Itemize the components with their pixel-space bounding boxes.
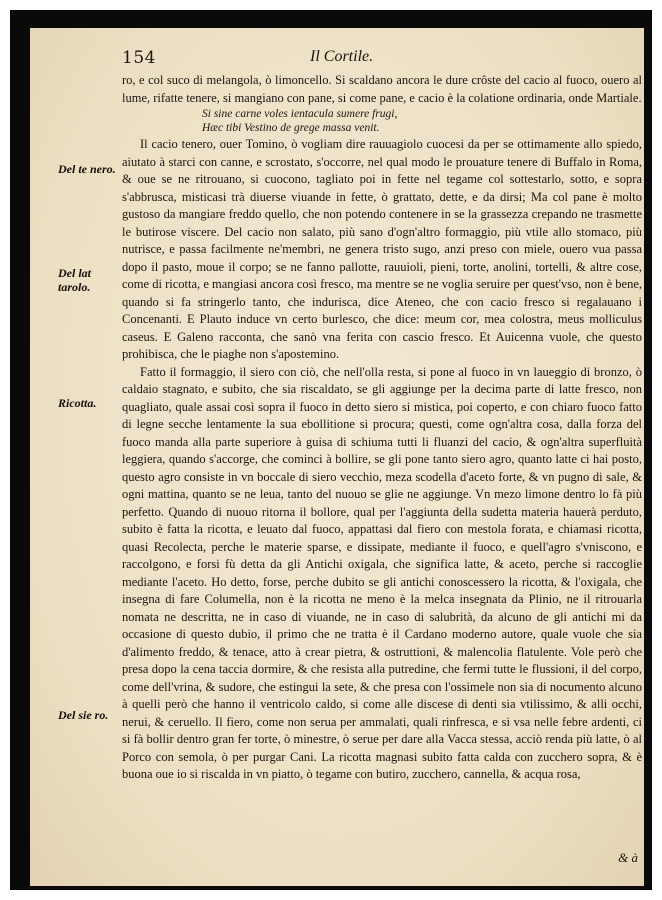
margin-note-tenero: Del te nero. bbox=[58, 162, 116, 176]
verse-quote bbox=[122, 107, 642, 135]
verse-line-2: Hæc tibi Vestino de grege massa venit. bbox=[202, 122, 380, 134]
scan-border bbox=[10, 10, 652, 890]
page-number: 154 bbox=[122, 48, 156, 68]
page-header bbox=[30, 48, 644, 72]
body-text bbox=[122, 72, 642, 784]
verse-line-1: Si sine carne voles ientacula sumere frugi, bbox=[202, 108, 398, 120]
book-page bbox=[30, 28, 644, 886]
paragraph-2: Il cacio tenero, ouer Tomino, ò vogliam dire rauuagiolo cuocesi da per se ottimamente allo spiedo, aiutato à starci con canne, e scrostato, s'occorre, nel qual modo le prouature tenere di Buffalo in Roma, & oue se ne ritrouano, si cuocono, tagliato poi in fette nel tegame col sottestarlo, sotto, e sopra s'abbrusca, misticasi trà diuerse viuande in fette, ò grattato, dette, e da dirsi; Ma col pane è molto gustoso da mangiare freddo quello, che non potendo contenere in se la grassezza crepando ne trasmette le butirose viscere. Del cacio non salato, più sano d'ogn'altro formaggio, più vtile allo stomaco, più nutrisce, e passa facilmente ne'membri, ne genera tristo sugo, anzi preso con miele, ouero vua passa dopo il pasto, moue il corpo; se ne fanno pallotte, rauuioli, pieni, torte, anolini, tortelli, & altre cose, come di ricotta, e mangiasi ancora così fresco, ma mentre se ne voglia seruire per quest'vso, non è bene, quando si fa stringerlo tanto, che indurisca, dice Ateneo, che con cacio fresco si regalauano i Concenanti. E Plauto induce vn certo burlesco, che dice: meum cor, mea colostra, meus molliculus caseus. E Galeno racconta, che sanò vna ferita con cascio fresco. Et Auicenna vuole, che questo prohibisca, che le piaghe non s'apostemino. bbox=[122, 137, 642, 361]
running-title: Il Cortile. bbox=[310, 48, 374, 65]
paragraph-1: ro, e col suco di melangola, ò limoncello. Si scaldano ancora le dure crôste del cacio al fuoco, ouero al lume, rifatte tenere, si mangiano con pane, si come pane, e cacio è la colatione ordinaria, onde Martiale. bbox=[122, 73, 642, 105]
margin-note-siero: Del sie ro. bbox=[58, 708, 109, 722]
paragraph-3: Fatto il formaggio, il siero con ciò, che nell'olla resta, si pone al fuoco in vn laueggio di bronzo, ò caldaio stagnato, e subito, che sia riscaldato, se gli aggiunge per la decima parte di latte fresco, non quagliato, quale assai così sopra il fuoco in detto siero si mistica, poi coperto, e con chiaro fuoco fatto di legne secche lentamente la sua ebollitione si procura; questi, come ogn'altra cosa, dalla forza del fuoco manda alla parte superiore à guisa di schiuma tutti li fluanzi del cacio, & ogn'altra superfluità leggiera, quando s'accorge, che cominci à bollire, se gli pone tanto siero agro, quanto latte ci hai posto, questo agro consiste in vn boccale di siero vecchio, meza scodella d'aceto forte, & vn pugno di sale, & ogni mattina, quanto se ne leua, tanto del nuouo se glie ne aggiunge. Vn mezo limone dentro lo fà più perfetto. Quando di nuouo ritorna il bollore, qual per l'aggiunta della sudetta materia hauerà perduto, subito è fatta la ricotta, e leuato dal fuoco, appattasi dal fiero con mestola forata, e chiamasi ricotta, quasi Recolecta, perche le materie sparse, e dissipate, mediante il fuoco, e quell'agro s'vniscono, e raccolgono, e forsi fù detta da gli Antichi oxigala, che significa latte, & aceto, perche si raccoglie mediante l'aceto. Ho detto, forse, perche dubito se gli antichi conoscessero la ricotta, & l'oxigala, che insegna di fare Columella, non è la ricotta ne meno è la melca insegnata da Plinio, ne il ritrouarla nomata ne descritta, ne in caso di viuande, ne in caso di salubrità, da alcuno de gli antichi mi da occasione di questo dubio, il primo che ne tratta è il Cardano moderno autore, quale vuole che sia d'alimento freddo, & tenace, atto à crear pietra, & ostruttioni, & malencolia flatulente. Vole però che presa dopo la cena taccia dormire, & che resista alla putredine, che fermi tutte le flussioni, il del corpo, come dell'vrina, & sudore, che estingui la sete, & che presa con l'ossimele non sia di nocumento alcuno à quelli però che hanno il ventricolo caldo, si come alle discese di denti sia vtilissimo, & alli occhi, nerui, & ceruello. Il fiero, come non serua per ammalati, quali rinfresca, e si vsa nelle febre ardenti, ci si fà bollir dentro gran fer torte, ò minestre, ò serue per dare alla Vacca stessa, acciò renda più latte, ò al Porco con semola, ò per purgar Cani. La ricotta magnasi subito fatta calda con zucchero sopra, & è buona oue io si riscalda in vn piatto, ò tegame con butiro, zucchero, cannella, & acqua rosa, bbox=[122, 364, 642, 781]
catchword: & à bbox=[618, 850, 638, 865]
margin-note-lattarolo: Del lat tarolo. bbox=[58, 266, 91, 294]
margin-note-ricotta: Ricotta. bbox=[58, 396, 97, 410]
